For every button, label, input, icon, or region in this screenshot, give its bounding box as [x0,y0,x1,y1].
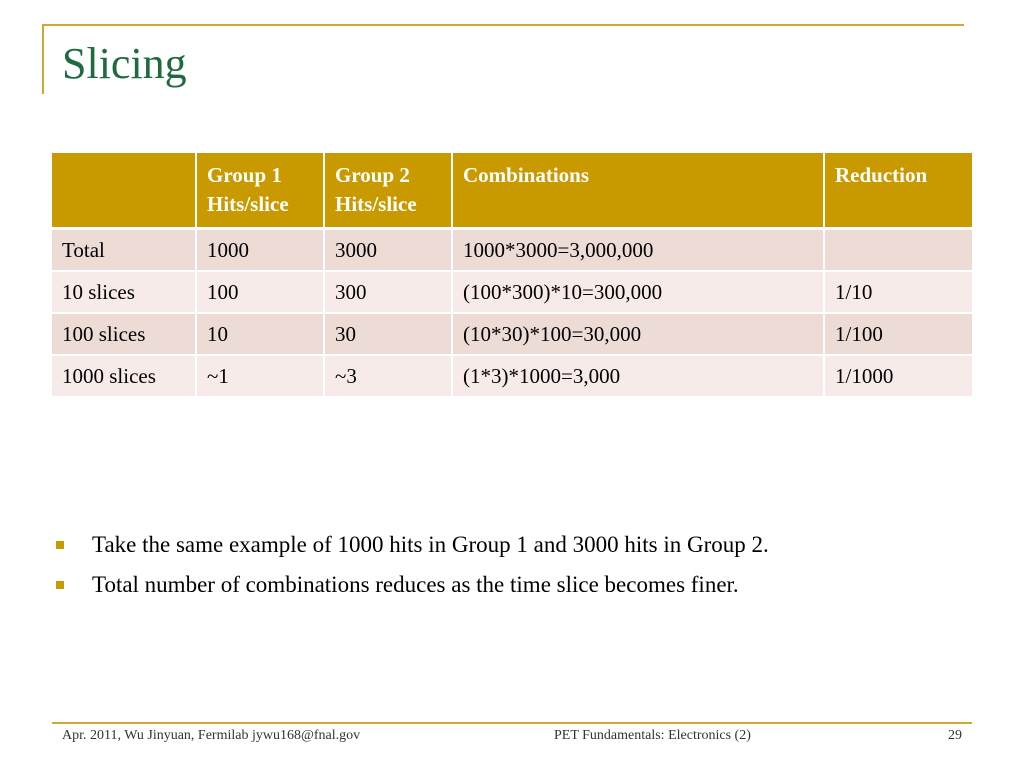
slide-title: Slicing [62,39,187,88]
left-accent-rule [42,24,44,94]
table-cell: 300 [324,271,452,313]
header-cell-reduction [824,153,972,229]
header-combinations-label: Combinations [463,163,590,187]
table-row [52,271,972,313]
table-cell: 10 slices [52,271,196,313]
top-accent-rule [42,24,964,26]
bullet-text: Take the same example of 1000 hits in Group 1 and 3000 hits in Group 2. [92,532,769,557]
table-cell: 1/1000 [824,355,972,397]
square-bullet-icon [56,581,64,589]
header-cell-group1 [196,153,324,229]
footer-rule [52,722,972,724]
table-cell: ~1 [196,355,324,397]
table-cell: 1/10 [824,271,972,313]
table-cell: 1000 [196,229,324,272]
header-cell-combinations [452,153,824,229]
slicing-table [52,153,972,398]
header-group1-line1: Group 1 [207,163,282,187]
table-cell: 30 [324,313,452,355]
table-cell [824,229,972,272]
table-cell: 1/100 [824,313,972,355]
table-cell: 1000 slices [52,355,196,397]
header-group2-line1: Group 2 [335,163,410,187]
header-cell-empty [52,153,196,229]
table-cell: Total [52,229,196,272]
table-cell: (100*300)*10=300,000 [452,271,824,313]
table-cell: ~3 [324,355,452,397]
bullet-item [56,570,976,610]
footer-page-number: 29 [948,728,962,743]
table-cell: 100 slices [52,313,196,355]
bullet-item [56,530,976,570]
header-cell-group2 [324,153,452,229]
header-group2-line2: Hits/slice [335,192,417,216]
square-bullet-icon [56,541,64,549]
footer-presentation-title: PET Fundamentals: Electronics (2) [554,728,751,743]
table-row [52,229,972,272]
table-header-row [52,153,972,229]
bullet-text: Total number of combinations reduces as the time slice becomes finer. [92,572,739,597]
header-group1-line2: Hits/slice [207,192,289,216]
footer-author: Apr. 2011, Wu Jinyuan, Fermilab jywu168@fnal.gov [62,728,361,743]
table-cell: 10 [196,313,324,355]
table-cell: 3000 [324,229,452,272]
table-cell: 100 [196,271,324,313]
header-reduction-label: Reduction [835,163,928,187]
table-cell: (1*3)*1000=3,000 [452,355,824,397]
bullet-list [56,530,976,610]
table-cell: 1000*3000=3,000,000 [452,229,824,272]
table-cell: (10*30)*100=30,000 [452,313,824,355]
table-row [52,355,972,397]
table-row [52,313,972,355]
